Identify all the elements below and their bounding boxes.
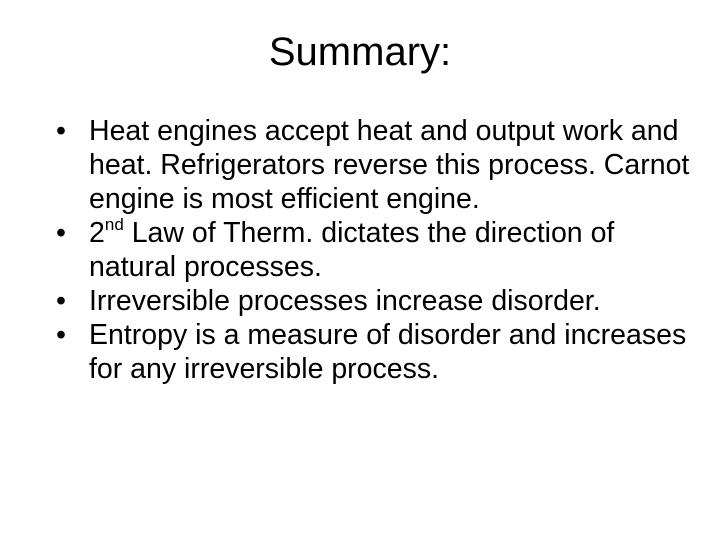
bullet-marker: •: [56, 217, 66, 249]
bullet-text: Heat engines accept heat and output work and heat. Refrigerators reverse this process. Carnot engine is most efficient engine.: [89, 115, 690, 215]
bullet-ordinal-suffix: nd: [104, 214, 124, 234]
bullet-second-law: [56, 216, 696, 284]
bullet-text: Law of Therm. dictates the direction of natural processes.: [89, 217, 615, 283]
bullet-marker: •: [56, 319, 66, 351]
bullet-irreversible: [56, 284, 696, 318]
bullet-marker: •: [56, 115, 66, 147]
slide-title: Summary:: [268, 30, 452, 74]
bullet-ordinal-number: 2: [89, 217, 105, 249]
bullet-text: Irreversible processes increase disorder.: [89, 285, 601, 317]
bullet-marker: •: [56, 285, 66, 317]
bullet-heat-engines: [56, 114, 696, 216]
bullet-entropy: [56, 318, 696, 386]
bullet-list: [56, 114, 696, 386]
bullet-text: Entropy is a measure of disorder and increases for any irreversible process.: [89, 319, 687, 385]
